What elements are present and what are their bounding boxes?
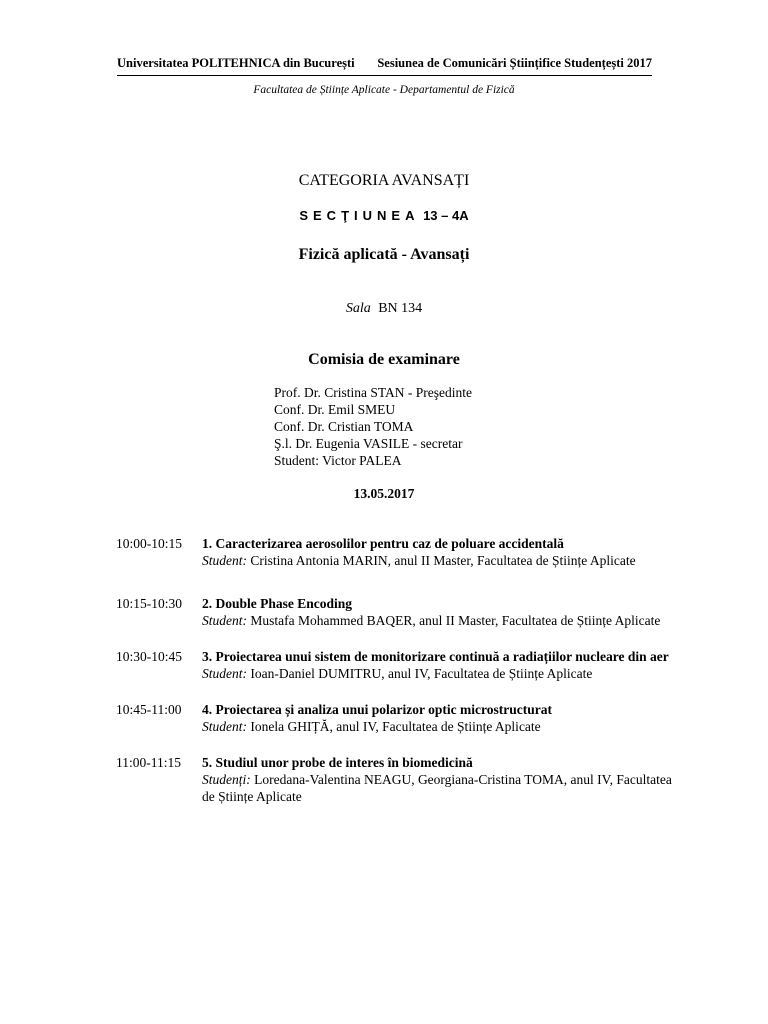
section-number: 13	[419, 208, 438, 223]
slot-title: 2. Double Phase Encoding	[202, 596, 353, 611]
slot-time: 11:00-11:15	[116, 755, 181, 770]
section-dash: –	[437, 208, 453, 223]
page-header	[117, 56, 652, 71]
committee-member: Conf. Dr. Emil SMEU	[274, 402, 396, 417]
slot-time: 10:30-10:45	[116, 649, 182, 664]
slot-title: 3. Proiectarea unui sistem de monitorizare continuă a radiațiilor nucleare din aer	[202, 649, 669, 664]
slot-student	[202, 612, 672, 629]
student-names: Ionela GHIȚĂ, anul IV, Facultatea de Științe Aplicate	[247, 719, 541, 734]
schedule-item	[116, 754, 676, 805]
slot-time: 10:45-11:00	[116, 702, 182, 717]
section-title: Fizică aplicată - Avansați	[298, 246, 470, 263]
slot-student	[202, 552, 672, 569]
committee-title: Comisia de examinare	[308, 351, 460, 368]
student-label: Studenți:	[202, 772, 251, 787]
slot-title: 5. Studiul unor probe de interes în biomedicină	[202, 755, 473, 770]
slot-body	[202, 535, 672, 569]
student-label: Student:	[202, 666, 247, 681]
session-date: 13.05.2017	[353, 486, 415, 501]
slot-body	[202, 648, 672, 682]
header-divider	[117, 75, 652, 76]
schedule-item	[116, 595, 676, 629]
room-value: BN 134	[378, 301, 423, 316]
committee-member: Conf. Dr. Cristian TOMA	[274, 419, 414, 434]
committee-member: Student: Victor PALEA	[274, 453, 402, 468]
slot-body	[202, 595, 672, 629]
slot-student	[202, 665, 672, 682]
student-label: Student:	[202, 719, 247, 734]
committee-list	[274, 384, 472, 469]
slot-title: 1. Caracterizarea aerosolilor pentru caz de poluare accidentală	[202, 536, 564, 551]
slot-student	[202, 771, 672, 805]
section-heading	[0, 208, 768, 223]
room	[0, 301, 768, 317]
student-names: Mustafa Mohammed BAQER, anul II Master, Facultatea de Științe Aplicate	[247, 613, 661, 628]
schedule-item	[116, 701, 676, 735]
slot-student	[202, 718, 672, 735]
schedule-item	[116, 648, 676, 682]
schedule-item	[116, 535, 676, 569]
slot-body	[202, 701, 672, 735]
student-label: Student:	[202, 553, 247, 568]
schedule	[116, 535, 676, 805]
slot-time: 10:15-10:30	[116, 596, 182, 611]
header-session: Sesiunea de Comunicări Științifice Studențești 2017	[377, 56, 652, 70]
header-university: Universitatea POLITEHNICA din București	[117, 56, 355, 70]
student-names: Cristina Antonia MARIN, anul II Master, Facultatea de Științe Aplicate	[247, 553, 636, 568]
student-names: Ioan-Daniel DUMITRU, anul IV, Facultatea de Științe Aplicate	[247, 666, 593, 681]
category-heading: CATEGORIA AVANSAȚI	[298, 172, 470, 189]
header-faculty: Facultatea de Științe Aplicate - Departamentul de Fizică	[253, 84, 515, 96]
section-word: SECŢIUNEA	[299, 208, 420, 223]
committee-member: Prof. Dr. Cristina STAN - Preşedinte	[274, 385, 473, 400]
slot-body	[202, 754, 672, 805]
student-label: Student:	[202, 613, 247, 628]
student-names: Loredana-Valentina NEAGU, Georgiana-Cristina TOMA, anul IV, Facultatea de Științe Aplicate	[202, 772, 672, 804]
slot-time: 10:00-10:15	[116, 536, 182, 551]
room-label: Sala	[345, 301, 371, 316]
slot-title: 4. Proiectarea și analiza unui polarizor optic microstructurat	[202, 702, 552, 717]
section-code: 4A	[452, 208, 469, 223]
committee-member: Ş.l. Dr. Eugenia VASILE - secretar	[274, 436, 463, 451]
